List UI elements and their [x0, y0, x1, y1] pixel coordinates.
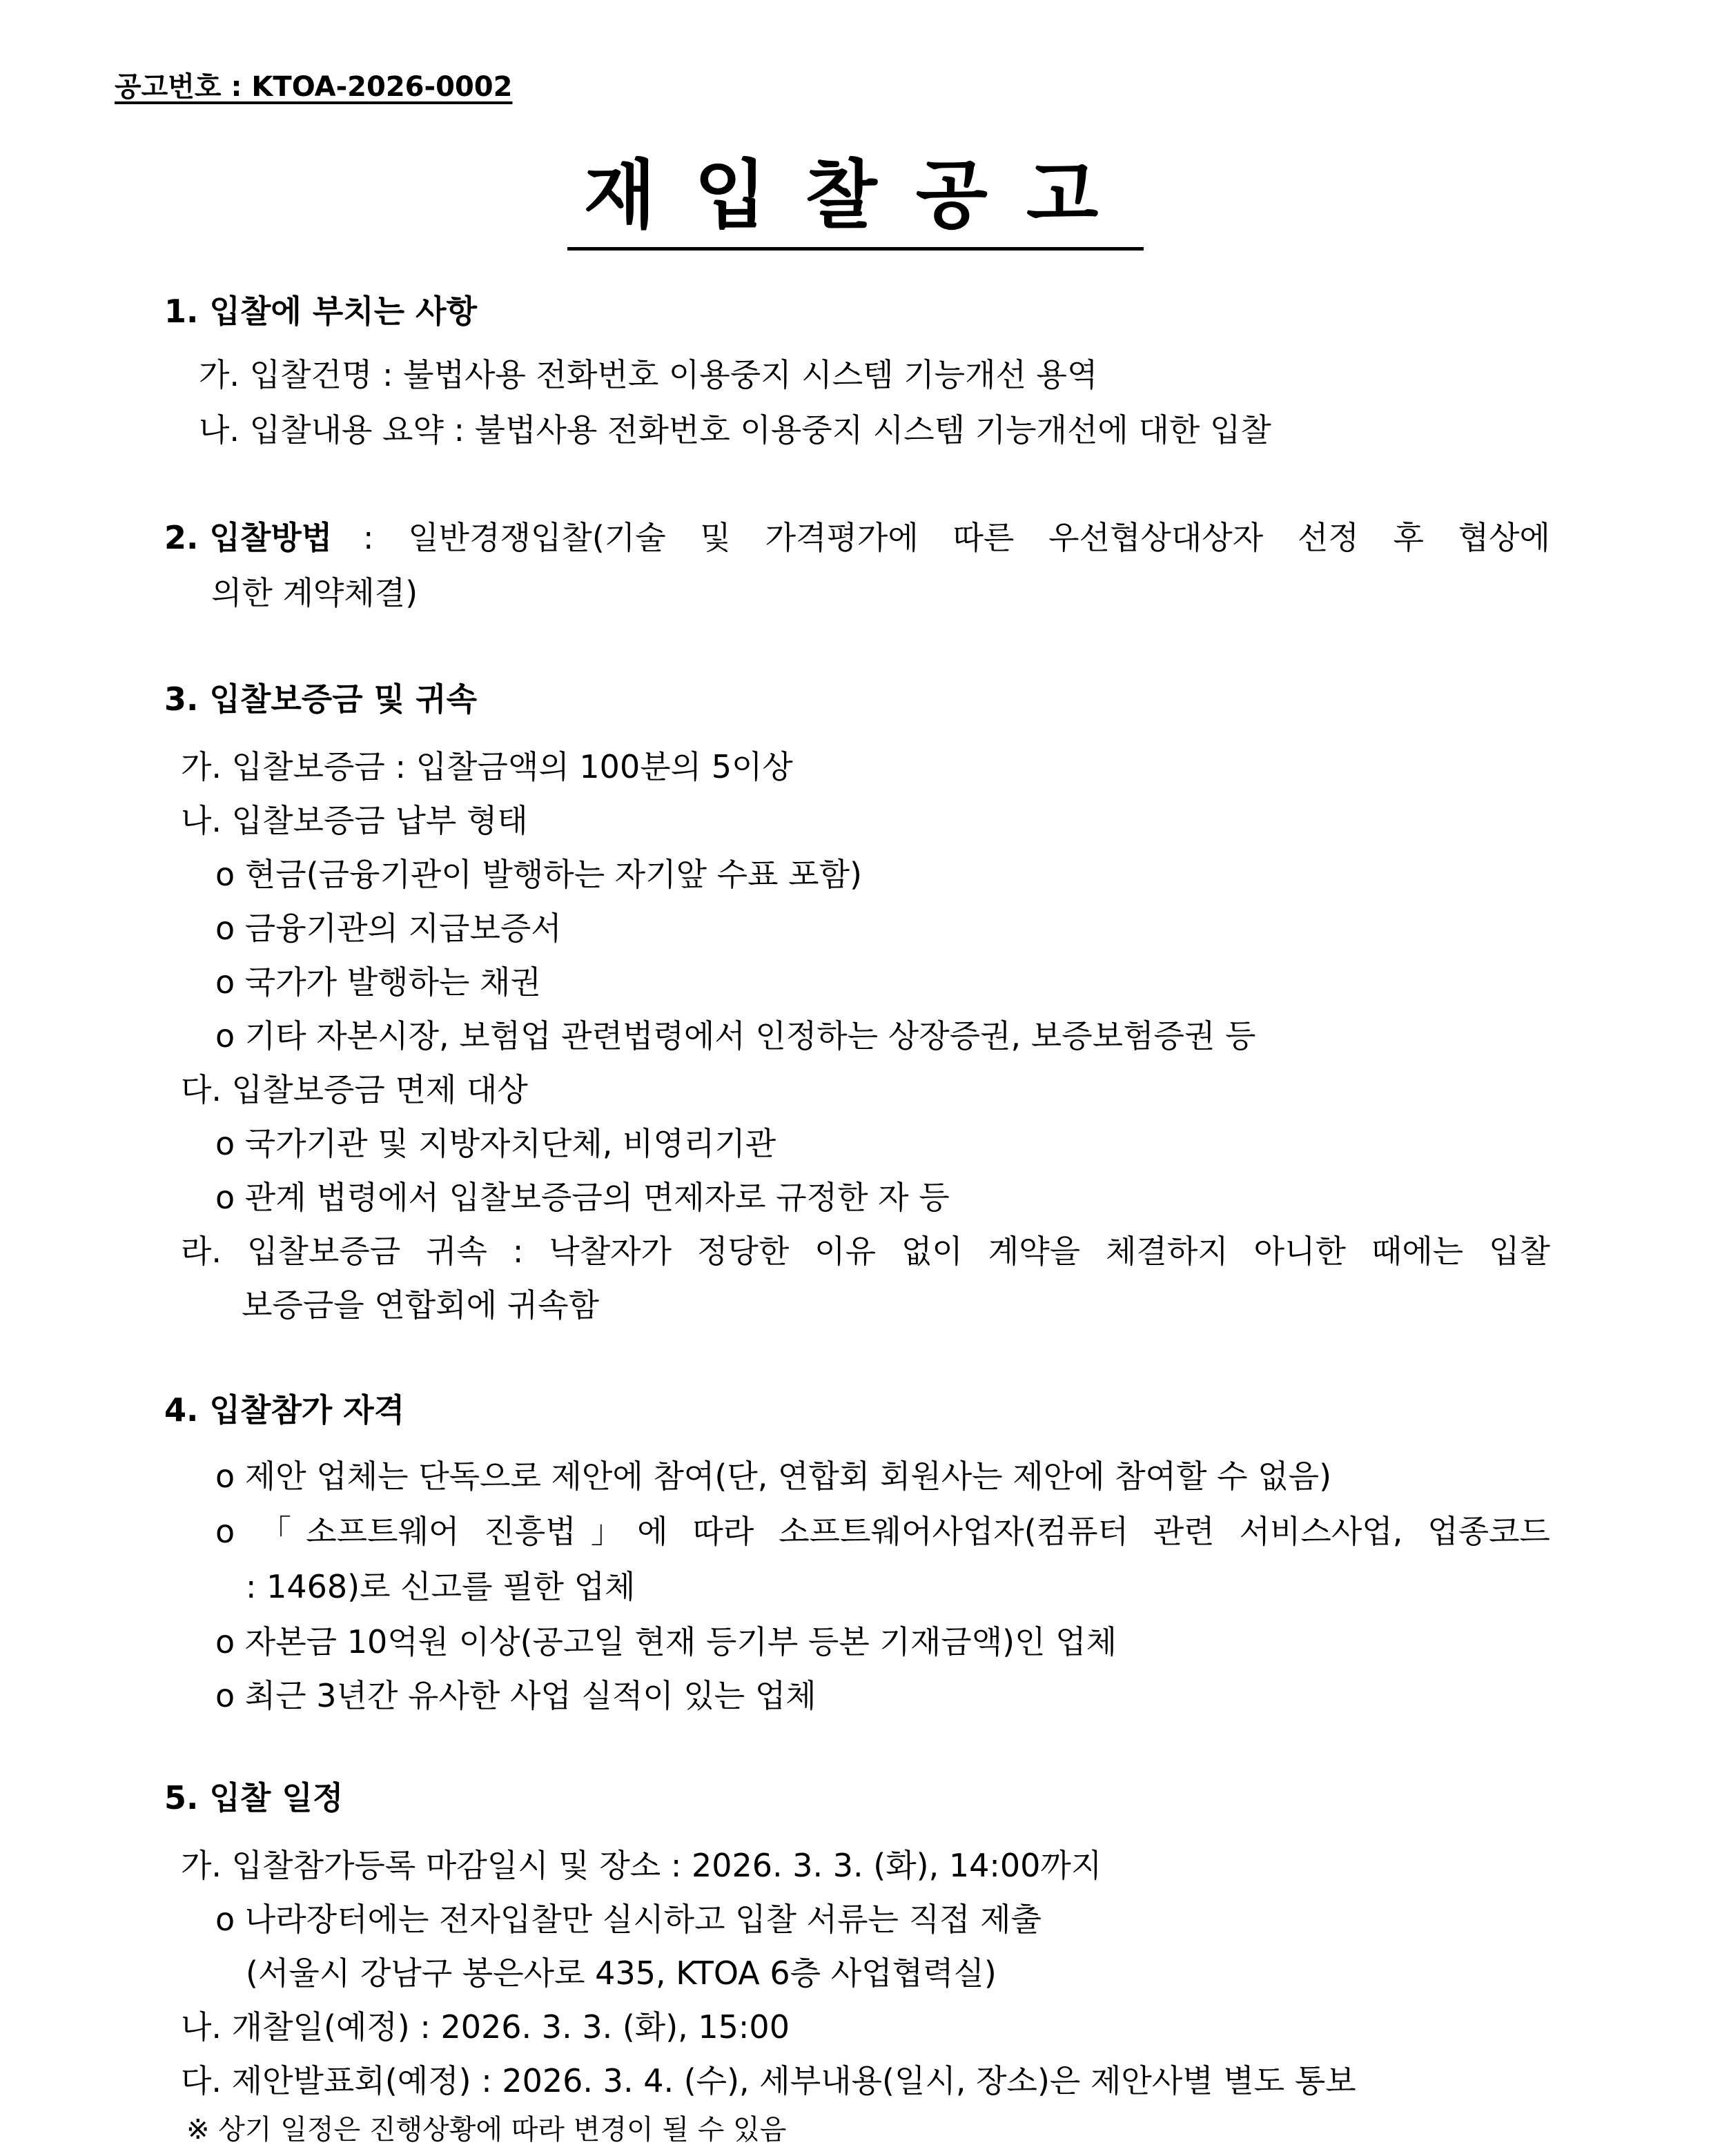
section-5-note: ※ 상기 일정은 진행상황에 따라 변경이 될 수 있음	[186, 2114, 787, 2146]
section-4-heading: 4. 입찰참가 자격	[164, 1391, 405, 1429]
section-5-ga: 가. 입찰참가등록 마감일시 및 장소 : 2026. 3. 3. (화), 14:00까지	[181, 1847, 1102, 1884]
section-3-ra-line2: 보증금을 연합회에 귀속함	[242, 1286, 600, 1324]
section-2-text-line2: 의한 계약체결)	[211, 574, 418, 611]
section-4-item-1: o 제안 업체는 단독으로 제안에 참여(단, 연합회 회원사는 제안에 참여할 수 없음)	[215, 1458, 1332, 1495]
section-3-da: 다. 입찰보증금 면제 대상	[181, 1071, 528, 1108]
section-3-na: 나. 입찰보증금 납부 형태	[181, 802, 528, 839]
section-2-heading: 2. 입찰방법	[164, 519, 333, 556]
list-item: o 국가기관 및 지방자치단체, 비영리기관	[215, 1125, 776, 1162]
section-1-item-ga: 가. 입찰건명 : 불법사용 전화번호 이용중지 시스템 기능개선 용역	[199, 356, 1098, 393]
section-5-ga-item-line2: (서울시 강남구 봉은사로 435, KTOA 6층 사업협력실)	[246, 1954, 997, 1992]
section-2-text-line1: : 일반경쟁입찰(기술 및 가격평가에 따른 우선협상대상자 선정 후 협상에	[363, 519, 1550, 556]
section-4-item-4: o 최근 3년간 유사한 사업 실적이 있는 업체	[215, 1677, 817, 1714]
section-5-heading: 5. 입찰 일정	[164, 1779, 344, 1816]
list-item: o 현금(금융기관이 발행하는 자기앞 수표 포함)	[215, 856, 862, 893]
section-5-ga-item-line1: o 나라장터에는 전자입찰만 실시하고 입찰 서류는 직접 제출	[215, 1901, 1042, 1938]
section-5-da: 다. 제안발표회(예정) : 2026. 3. 4. (수), 세부내용(일시, 장소)은 제안사별 별도 통보	[181, 2062, 1356, 2099]
section-4-item-3: o 자본금 10억원 이상(공고일 현재 등기부 등본 기재금액)인 업체	[215, 1623, 1117, 1660]
section-4-item-2-line2: : 1468)로 신고를 필한 업체	[246, 1568, 636, 1605]
section-3-heading: 3. 입찰보증금 및 귀속	[164, 680, 478, 718]
section-3-ra-line1: 라. 입찰보증금 귀속 : 낙찰자가 정당한 이유 없이 계약을 체결하지 아니한 때에는 입찰	[181, 1233, 1550, 1270]
list-item: o 기타 자본시장, 보험업 관련법령에서 인정하는 상장증권, 보증보험증권 등	[215, 1017, 1256, 1055]
page-title	[0, 153, 1711, 239]
section-1-heading: 1. 입찰에 부치는 사항	[164, 293, 478, 330]
page-title-text: 재입찰공고	[567, 153, 1144, 251]
list-item: o 국가가 발행하는 채권	[215, 963, 541, 1001]
section-5-na: 나. 개찰일(예정) : 2026. 3. 3. (화), 15:00	[181, 2008, 790, 2046]
section-3-ga: 가. 입찰보증금 : 입찰금액의 100분의 5이상	[181, 748, 793, 785]
notice-number: 공고번호 : KTOA-2026-0002	[115, 71, 513, 103]
section-1-item-na: 나. 입찰내용 요약 : 불법사용 전화번호 이용중지 시스템 기능개선에 대한 입찰	[199, 411, 1271, 449]
list-item: o 관계 법령에서 입찰보증금의 면제자로 규정한 자 등	[215, 1179, 950, 1216]
list-item: o 금융기관의 지급보증서	[215, 910, 562, 947]
section-4-item-2-line1: o 「소프트웨어 진흥법」에 따라 소프트웨어사업자(컴퓨터 관련 서비스사업, 업종코드	[215, 1513, 1550, 1550]
